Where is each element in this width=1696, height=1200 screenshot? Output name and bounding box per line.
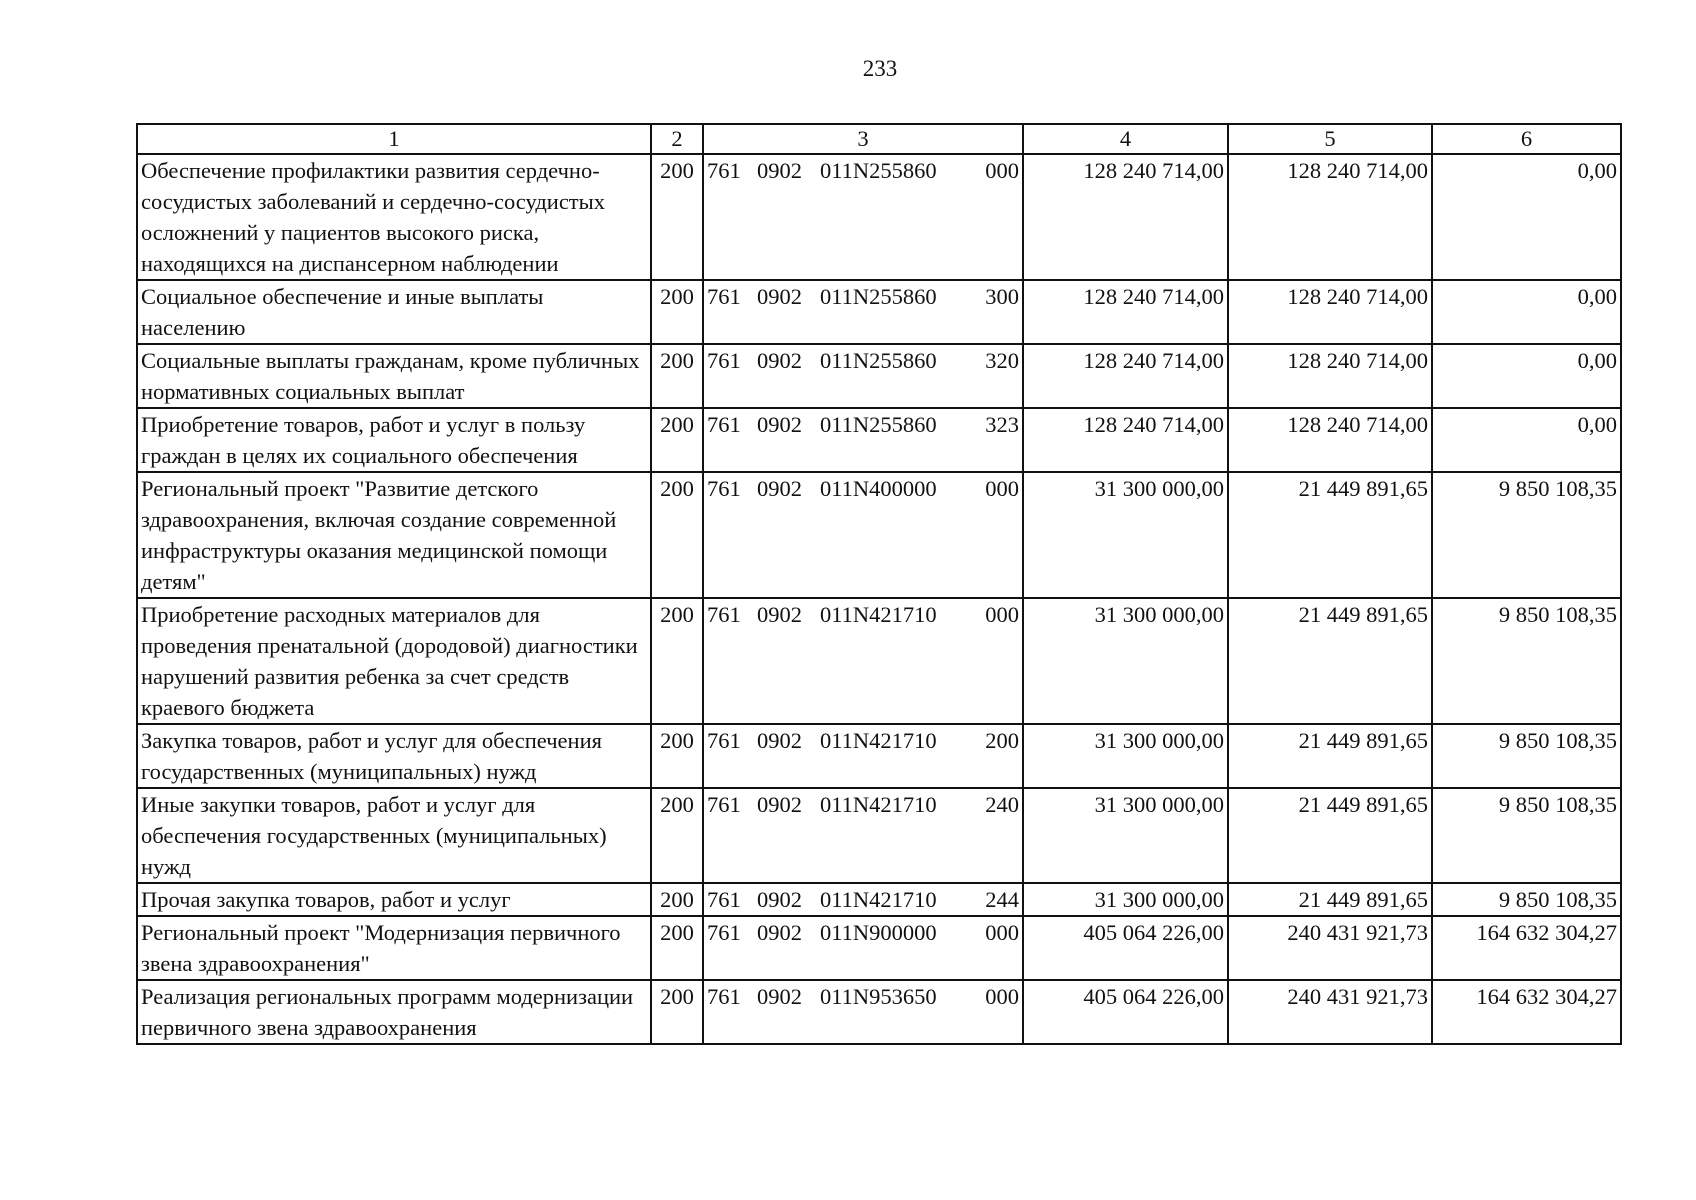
expense-type-code: 000 [985,602,1019,627]
row-group-code: 200 [651,598,703,724]
subsection-code: 0902 [757,984,802,1009]
row-amount-remaining: 0,00 [1432,280,1621,344]
row-amount-approved: 405 064 226,00 [1023,916,1228,980]
column-header: 2 [651,124,703,154]
row-amount-executed: 21 449 891,65 [1228,788,1432,883]
subsection-code: 0902 [757,602,802,627]
row-group-code: 200 [651,154,703,280]
header-row [137,124,1621,154]
section-code: 761 [707,476,741,501]
table-row [137,788,1621,883]
table-row [137,980,1621,1044]
row-classification-code [703,883,1023,916]
row-classification-code [703,280,1023,344]
row-description: Приобретение расходных материалов для проведения пренатальной (дородовой) диагностики нарушений развития ребенка за счет средств краевого бюджета [137,598,651,724]
target-article-code: 011N400000 [820,476,937,501]
row-classification-code [703,916,1023,980]
row-amount-executed: 21 449 891,65 [1228,472,1432,598]
section-code: 761 [707,412,741,437]
subsection-code: 0902 [757,348,802,373]
row-group-code: 200 [651,980,703,1044]
target-article-code: 011N255860 [820,158,937,183]
column-header: 3 [703,124,1023,154]
row-amount-remaining: 9 850 108,35 [1432,883,1621,916]
expense-type-code: 000 [985,984,1019,1009]
target-article-code: 011N421710 [820,728,937,753]
row-description: Прочая закупка товаров, работ и услуг [137,883,651,916]
row-amount-approved: 128 240 714,00 [1023,344,1228,408]
row-amount-approved: 128 240 714,00 [1023,408,1228,472]
row-group-code: 200 [651,788,703,883]
table-row [137,724,1621,788]
row-amount-approved: 128 240 714,00 [1023,280,1228,344]
row-amount-executed: 128 240 714,00 [1228,280,1432,344]
target-article-code: 011N255860 [820,412,937,437]
subsection-code: 0902 [757,887,802,912]
table-row [137,154,1621,280]
subsection-code: 0902 [757,476,802,501]
row-amount-remaining: 0,00 [1432,344,1621,408]
table-row [137,916,1621,980]
row-classification-code [703,344,1023,408]
row-amount-approved: 128 240 714,00 [1023,154,1228,280]
row-description: Региональный проект "Развитие детского здравоохранения, включая создание современной инфраструктуры оказания медицинской помощи детям" [137,472,651,598]
section-code: 761 [707,158,741,183]
row-amount-approved: 31 300 000,00 [1023,788,1228,883]
row-group-code: 200 [651,883,703,916]
row-classification-code [703,154,1023,280]
section-code: 761 [707,284,741,309]
row-amount-approved: 31 300 000,00 [1023,472,1228,598]
row-amount-remaining: 9 850 108,35 [1432,788,1621,883]
row-amount-approved: 31 300 000,00 [1023,598,1228,724]
row-group-code: 200 [651,724,703,788]
row-group-code: 200 [651,472,703,598]
row-description: Иные закупки товаров, работ и услуг для обеспечения государственных (муниципальных) нужд [137,788,651,883]
row-amount-approved: 405 064 226,00 [1023,980,1228,1044]
row-classification-code [703,788,1023,883]
section-code: 761 [707,602,741,627]
section-code: 761 [707,984,741,1009]
target-article-code: 011N900000 [820,920,937,945]
row-amount-executed: 240 431 921,73 [1228,980,1432,1044]
row-amount-remaining: 164 632 304,27 [1432,980,1621,1044]
target-article-code: 011N421710 [820,887,937,912]
row-amount-approved: 31 300 000,00 [1023,883,1228,916]
row-description: Региональный проект "Модернизация первичного звена здравоохранения" [137,916,651,980]
target-article-code: 011N421710 [820,792,937,817]
row-classification-code [703,598,1023,724]
row-description: Закупка товаров, работ и услуг для обеспечения государственных (муниципальных) нужд [137,724,651,788]
page-number: 233 [862,56,898,81]
table-row [137,344,1621,408]
target-article-code: 011N255860 [820,348,937,373]
column-header: 6 [1432,124,1621,154]
section-code: 761 [707,728,741,753]
row-description: Реализация региональных программ модернизации первичного звена здравоохранения [137,980,651,1044]
row-description: Обеспечение профилактики развития сердечно-сосудистых заболеваний и сердечно-сосудистых осложнений у пациентов высокого риска, находящихся на диспансерном наблюдении [137,154,651,280]
table-row [137,408,1621,472]
subsection-code: 0902 [757,158,802,183]
table-row [137,883,1621,916]
expense-type-code: 000 [985,920,1019,945]
budget-table [136,123,1622,1045]
expense-type-code: 000 [985,476,1019,501]
subsection-code: 0902 [757,412,802,437]
subsection-code: 0902 [757,792,802,817]
expense-type-code: 323 [985,412,1019,437]
target-article-code: 011N953650 [820,984,937,1009]
row-amount-remaining: 9 850 108,35 [1432,724,1621,788]
row-amount-remaining: 0,00 [1432,408,1621,472]
table-row [137,598,1621,724]
target-article-code: 011N421710 [820,602,937,627]
row-amount-executed: 128 240 714,00 [1228,344,1432,408]
row-classification-code [703,472,1023,598]
expense-type-code: 200 [985,728,1019,753]
row-group-code: 200 [651,280,703,344]
row-description: Социальное обеспечение и иные выплаты населению [137,280,651,344]
row-classification-code [703,980,1023,1044]
subsection-code: 0902 [757,920,802,945]
subsection-code: 0902 [757,284,802,309]
row-amount-executed: 21 449 891,65 [1228,724,1432,788]
expense-type-code: 300 [985,284,1019,309]
row-amount-approved: 31 300 000,00 [1023,724,1228,788]
table-body [137,154,1621,1044]
row-classification-code [703,408,1023,472]
row-amount-executed: 21 449 891,65 [1228,598,1432,724]
row-amount-remaining: 9 850 108,35 [1432,598,1621,724]
section-code: 761 [707,887,741,912]
section-code: 761 [707,792,741,817]
section-code: 761 [707,920,741,945]
expense-type-code: 000 [985,158,1019,183]
row-amount-remaining: 0,00 [1432,154,1621,280]
column-header: 1 [137,124,651,154]
expense-type-code: 244 [985,887,1019,912]
subsection-code: 0902 [757,728,802,753]
row-group-code: 200 [651,344,703,408]
row-amount-executed: 21 449 891,65 [1228,883,1432,916]
row-classification-code [703,724,1023,788]
table-row [137,280,1621,344]
row-amount-remaining: 9 850 108,35 [1432,472,1621,598]
expense-type-code: 240 [985,792,1019,817]
column-header: 5 [1228,124,1432,154]
section-code: 761 [707,348,741,373]
row-amount-executed: 128 240 714,00 [1228,408,1432,472]
row-amount-executed: 240 431 921,73 [1228,916,1432,980]
row-group-code: 200 [651,408,703,472]
expense-type-code: 320 [985,348,1019,373]
row-group-code: 200 [651,916,703,980]
target-article-code: 011N255860 [820,284,937,309]
row-description: Приобретение товаров, работ и услуг в пользу граждан в целях их социального обеспечения [137,408,651,472]
table-row [137,472,1621,598]
row-amount-executed: 128 240 714,00 [1228,154,1432,280]
column-header: 4 [1023,124,1228,154]
row-amount-remaining: 164 632 304,27 [1432,916,1621,980]
row-description: Социальные выплаты гражданам, кроме публичных нормативных социальных выплат [137,344,651,408]
